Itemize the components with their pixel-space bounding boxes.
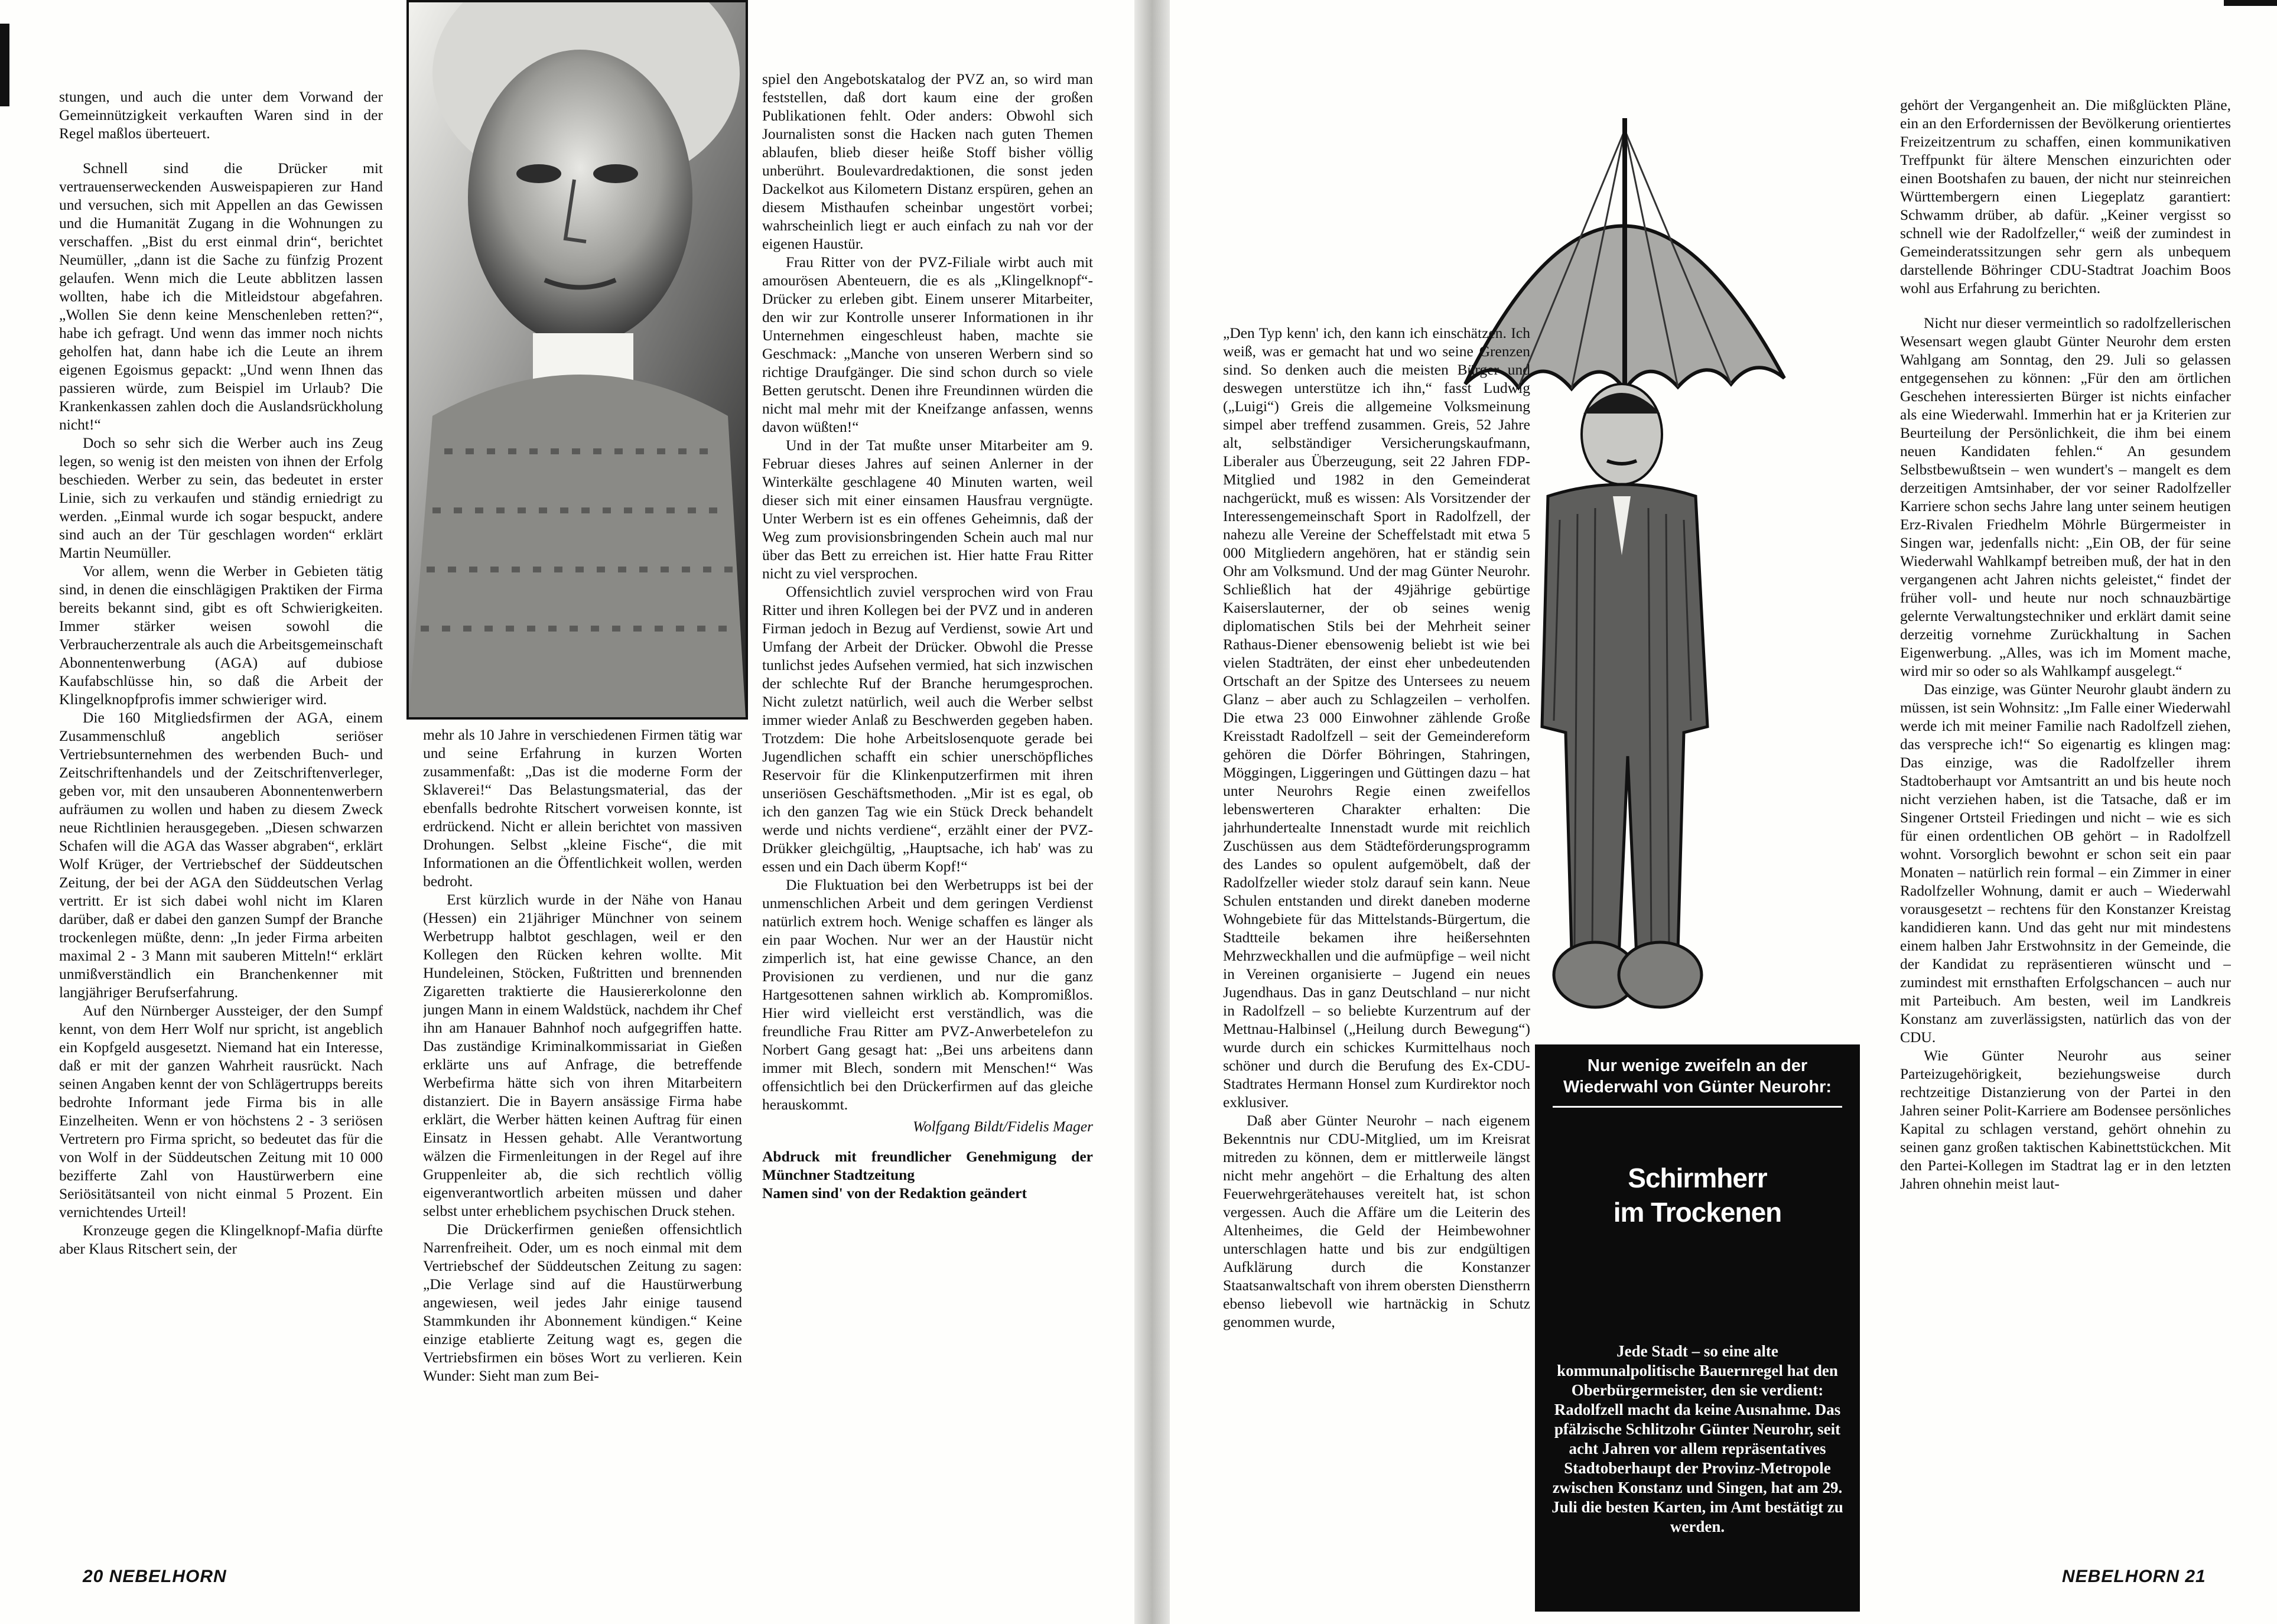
highlight-box bbox=[1535, 1044, 1860, 1612]
box-lead: Nur wenige zweifeln an der Wiederwahl von Günter Neurohr: bbox=[1563, 1056, 1832, 1096]
paragraph: Schnell sind die Drücker mit vertrauenserweckenden Ausweispapieren zur Hand und versuchen, sich mit Appellen an das Gewissen und die Humanität Zugang in die Wohnungen zu verschaffen. „Bist du erst einmal drin“, berichtet Neumüller, „dann ist die Sache zu fünfzig Prozent gelaufen. Wenn mich die Leute abblitzen lassen wollten, habe ich die Mitleidstour abgefahren. „Wollen Sie denn keine Menschenleben retten?“, habe ich gefragt. Und wenn das immer noch nichts geholfen hat, dann habe ich die Leute an ihrem eigenen Egoismus gepackt: „Und wenn Ihnen das passieren würde, zum Beispiel im Urlaub? Die Krankenkassen zahlen doch die Auslandsrückholung nicht!“ bbox=[59, 160, 383, 433]
headline-line: Schirmherr bbox=[1628, 1163, 1767, 1193]
paragraph: stungen, und auch die unter dem Vorwand der Gemeinnützigkeit verkauften Waren sind in der Regel maßlos überteuert. bbox=[59, 88, 383, 142]
paragraph: Erst kürzlich wurde in der Nähe von Hanau (Hessen) ein 21jähriger Münchner von seinem Werbetrupp halbtot geschlagen, weil er den Kollegen den Rücken kehren wollte. Mit Hundeleinen, Stöcken, Fußtritten und brennenden Zigaretten traktierte die Hausiererkolonne den jungen Mann in einem Waldstück, nachdem ihr Chef ihn am Hanauer Bahnhof noch aufgegriffen hatte. Das zuständige Kriminalkommissariat in Gießen erklärte uns auf Anfrage, die betreffende Werbefirma hätte sich von ihren Mitarbeitern distanziert. Die in Bayern ansässige Firma habe erklärt, die Werber hätten keinen Auftrag für einen Einsatz in Hessen gehabt. Alle Verantwortung wälzen die Firmenleitungen in der Regel auf ihre Gruppenleiter ab, die sich rechtlich völlig eigenverantwortlich arbeiten müssen und daher selbst unter erheblichem psychischen Druck stehen. bbox=[423, 891, 742, 1219]
edge-mark bbox=[0, 24, 9, 106]
paragraph: Doch so sehr sich die Werber auch ins Zeug legen, so wenig ist den meisten von ihnen der Erfolg beschieden. Werber zu sein, das bedeutet in erster Linie, sich zu verkaufen und ständig erniedrigt zu werden. „Einmal wurde ich sogar bespuckt, andere sind auch an der Tür geschlagen worden“ erklärt Martin Neumüller. bbox=[59, 434, 383, 561]
headline-line: im Trockenen bbox=[1613, 1197, 1782, 1228]
binding-gutter bbox=[1134, 0, 1170, 1624]
paragraph: Frau Ritter von der PVZ-Filiale wirbt auch mit amourösen Abenteuern, die es als „Klingelknopf“-Drücker zu erleben gibt. Einem unserer Mitarbeiter, den wir zur Kontrolle unserer Informationen in ihr Unternehmen eingeschleust haben, machte sie Geschmack: „Manche von unseren Werbern sind so richtige Draufgänger. Die sind schon durch so viele Betten gerutscht. Denen ihre Freundinnen würden die nicht mal mehr mit der Kneifzange anfassen, wenns davon wüßten!“ bbox=[762, 253, 1093, 435]
paragraph: gehört der Vergangenheit an. Die mißglückten Pläne, ein an den Erfordernissen der Bevölkerung orientiertes Freizeitzentrum zu schaffen, einen kommunikativen Treffpunkt für ältere Menschen einzurichten oder einen Bootshafen zu bauen, der nicht nur steinreichen Württembergern einen Liegeplatz garantiert: Schwamm drüber, ab dafür. „Keiner vergisst so schnell wie der Radolfzeller,“ weiß der zumindest in Gemeinderatssitzungen sehr gern als unbequem darstellende Böhringer CDU-Stadtrat Joachim Boos wohl aus Erfahrung zu berichten. bbox=[1900, 96, 2231, 297]
portrait-photo bbox=[406, 0, 748, 720]
box-headline bbox=[1535, 1161, 1860, 1229]
edge-mark bbox=[2224, 0, 2277, 6]
paragraph: Wie Günter Neurohr aus seiner Parteizugehörigkeit, beziehungsweise durch rechtzeitige Distanzierung von der Partei in den Jahren seiner Polit-Karriere am Bodensee persönliches Kapital zu schlagen verstand, gehört ohnehin zu seinen ganz großen taktischen Kabinettstückchen. Mit den Partei-Kollegen im Stadtrat lag er in den letzten Jahren ohnehin meist laut- bbox=[1900, 1047, 2231, 1192]
reprint-credit: Abdruck mit freundlicher Genehmigung der Münchner Stadtzeitung bbox=[762, 1148, 1093, 1183]
paragraph: Kronzeuge gegen die Klingelknopf-Mafia dürfte aber Klaus Ritschert sein, der bbox=[59, 1222, 383, 1257]
paragraph: Und in der Tat mußte unser Mitarbeiter am 9. Februar dieses Jahres auf seinen Anlerner in der Winterkälte geschlagene 40 Minuten warten, weil dieser sich mit einer einsamen Hausfrau vergnügte. Unter Werbern ist es ein offenes Geheimnis, daß der Weg zum provisionsbringenden Schein auch mal nur über das Bett zu erreichen ist. Hier hatte Frau Ritter nicht zu viel versprochen. bbox=[762, 437, 1093, 582]
paragraph: spiel den Angebotskatalog der PVZ an, so wird man feststellen, daß dort kaum eine der großen Publikationen fehlt. Oder anders: Obwohl sich Journalisten sonst die Hacken nach guten Themen ablaufen, blieb dieser heiße Stoff bisher völlig unberührt. Boulevardredaktionen, die sonst jeden Dackelkot aus Kilometern Distanz erspüren, gehen an diesem Misthaufen scheinbar ungestört vorbei; wahrscheinlich liegt er auch einfach zu nah vor der eigenen Haustür. bbox=[762, 70, 1093, 252]
paragraph: Nicht nur dieser vermeintlich so radolfzellerischen Wesensart wegen glaubt Günter Neurohr dem ersten Wahlgang am Sonntag, den 29. Juli so gelassen entgegensehen zu können: „Für den am örtlichen Geschehen interessierten Bürger ist nichts einfacher als eine Wiederwahl. Immerhin hat er ja Kriterien zur Beurteilung der Persönlichkeit, die ihm bei einem neuen Kandidaten fehlen.“ An gesundem Selbstbewußtsein – wen wundert's – mangelt es dem derzeitigen Amtsinhaber, der vor seiner Radolfzeller Karriere schon sechs Jahre lang unter seinem heutigen Erz-Rivalen Friedhelm Möhrle Bürgermeister in Singen war, jedenfalls nicht: „Ein OB, der für seine Wiederwahl Wahlkampf betreiben muß, der hat in den vergangenen acht Jahren nichts geleistet,“ findet der früher voll- und heute nur noch schnauzbärtige gelernte Verwaltungstechniker und erklärt damit seine derzeitig vornehme Zurückhaltung in Sachen Eigenwerbung. „Alles, was ich im Moment mache, wird mir so oder so als Wahlkampf ausgelegt.“ bbox=[1900, 314, 2231, 679]
paragraph: mehr als 10 Jahre in verschiedenen Firmen tätig war und seine Erfahrung in kurzen Worten zusammenfaßt: „Das ist die moderne Form der Sklaverei!“ Das Belastungsmaterial, das der ebenfalls bedrohte Ritschert vorweisen konnte, ist erdrückend. Nicht er allein berichtet von massiven Drohungen. Selbst „kleine Fische“, die mit Informationen an die Öffentlichkeit wollen, werden bedroht. bbox=[423, 726, 742, 890]
paragraph: Die Drückerfirmen genießen offensichtlich Narrenfreiheit. Oder, um es noch einmal mit dem Vertriebschef der Süddeutschen Zeitung zu sagen: „Die Verlage sind auf die Haustürwerbung angewiesen, weil jedes Jahr einige tausend Stammkunden ihr Abonnement kündigen.“ Keine einzige etablierte Zeitung wagt es, gegen die Vertriebsfirmen ein böses Wort zu verlieren. Kein Wunder: Sieht man zum Bei- bbox=[423, 1221, 742, 1384]
box-divider bbox=[1553, 1106, 1842, 1108]
paragraph: Vor allem, wenn die Werber in Gebieten tätig sind, in denen die einschlägigen Praktiken der Firma bereits bekannt sind, gibt es oft Schwierigkeiten. Immer stärker weisen sowohl die Verbraucherzentrale als auch die Arbeitsgemeinschaft Abonnentenwerbung (AGA) auf dubiose Kaufabschlüsse hin, so daß die Arbeit der Klingelknopfprofis immer schwieriger wird. bbox=[59, 562, 383, 708]
left-page bbox=[0, 0, 1134, 1624]
paragraph: Die Fluktuation bei den Werbetrupps ist bei der unmenschlichen Arbeit und dem geringen Verdienst natürlich extrem hoch. Wenige schaffen es länger als ein paar Wochen. Nur wer an der Haustür nicht zimperlich ist, hat eine gewisse Chance, an den Provisionen zu verdienen, und nur die ganz Hartgesottenen sahnen wirklich ab. Kompromißlos. Hier wird vielleicht erst verständlich, was die freundliche Frau Ritter am PVZ-Anwerbetelefon zu Norbert Gang gesagt hat: „Bei uns arbeitens dann immer mit Blech, sondern mit Menschen!“ Was offensichtlich bei den Drückerfirmen auf das gleiche herauskommt. bbox=[762, 876, 1093, 1113]
paragraph: „Den Typ kenn' ich, den kann ich einschätzen. Ich weiß, was er gemacht hat und wo seine Grenzen sind. So denken auch die meisten Bürger und deswegen unterstütze ich ihn,“ fasst Ludwig („Luigi“) Greis die allgemeine Volksmeinung simpel aber treffend zusammen. Greis, 52 Jahre alt, selbständiger Versicherungskaufmann, Liberaler aus Überzeugung, seit 22 Jahren FDP-Mitglied und 1982 in den Gemeinderat nachgerückt, muß es wissen: Als Vorsitzender der Interessengemeinschaft Sport in Radolfzell, der nahezu alle Vereine der Scheffelstadt mit etwa 5 000 Mitgliedern angehören, hat er ständig sein Ohr am Volksmund. Und der mag Günter Neurohr. Schließlich hat der 49jährige gebürtige Kaiserslauterner, der ob seines wenig diplomatischen Stils bei der Mehrheit seiner Rathaus-Diener ebensowenig beliebt ist wie bei vielen Stadträten, der einst eher unbedeutenden Ortschaft an der Spitze des Untersees zu neuem Glanz – aber auch zu Schlagzeilen – verholfen. Die etwa 23 000 Einwohner zählende Große Kreisstadt Radolfzell – seit der Gemeindereform gehören die Dörfer Böhringen, Stahringen, Möggingen, Liggeringen und Güttingen dazu – hat unter Neurohrs Regie einen zweifellos lebenswerteren Charakter erhalten: Die jahrhundertealte Innenstadt wurde mit reichlich Zuschüssen aus dem Städteförderungsprogramm des Landes so opulent aufgemöbelt, daß der Radolfzeller wieder stolz darauf sein kann. Neue Schulen entstanden und direkt daneben moderne Wohngebiete für das Mittelstands-Bürgertum, die Stadtteile bekamen ihre heißersehnten Mehrzweckhallen und die aufmüpfige – weil nicht in Vereinen organisierte – Jugend ein neues Jugendhaus. Das in ganz Deutschland – nur nicht in Radolfzell – so beliebte Kurzentrum auf der Mettnau-Halbinsel („Heilung durch Bewegung“) wurde durch ein schickes Kurmittelhaus noch schöner und durch die Berufung des Ex-CDU-Stadtrates Hermann Honsel zum Kurdirektor noch exklusiver. bbox=[1223, 324, 1530, 1111]
right-column-1 bbox=[1223, 324, 1530, 1558]
left-column-3 bbox=[762, 70, 1093, 1558]
page-number-left: 20 NEBELHORN bbox=[83, 1567, 227, 1586]
paragraph: Daß aber Günter Neurohr – nach eigenem Bekenntnis nur CDU-Mitglied, um im Kreisrat mitreden zu können, dem er mittlerweile längst nicht mehr angehört – die Erhaltung des alten Feuerwehrgerätehauses vereitelt hat, ist schon vergessen. Auch die Affäre um die Leiterin des Altenheimes, die Geld der Heimbewohner unterschlagen hatte und bis zur endgültigen Aufklärung durch die Konstanzer Staatsanwaltschaft von ihrem obersten Dienstherrn ebenso liebevoll wie hartnäckig in Schutz genommen wurde, bbox=[1223, 1112, 1530, 1330]
paragraph: Das einzige, was Günter Neurohr glaubt ändern zu müssen, ist sein Wohnsitz: „Im Falle einer Wiederwahl werde ich mit meiner Familie nach Radolfzell ziehen, das verspreche ich!“ So eigenartig es klingen mag: Das einzige, was die Radolfzeller ihrem Stadtoberhaupt vor Amtsantritt an und bis heute noch nicht verziehen haben, ist die Tatsache, daß er im Singener Ortsteil Friedingen und nicht – wie es sich für einen ordentlichen OB gehört – in Radolfzell wohnt. Vorsorglich bewohnt er schon seit ein paar Monaten – natürlich rein formal – ein Zimmer in einer Radolfzeller Wohnung, damit er auch – Wiederwahl vorausgesetzt – rechtens für den Konstanzer Kreistag kandidieren kann. Und das geht nur mit mindestens einem halben Jahr Erstwohnsitz in der Gemeinde, die der Kandidat zu repräsentieren wünscht und – zumindest mit ernsthaften Erfolgschancen – auch nur mit Parteibuch. Am besten, weil im Landkreis Konstanz am zuverlässigsten, natürlich das von der CDU. bbox=[1900, 681, 2231, 1046]
page-number-right: NEBELHORN 21 bbox=[2062, 1567, 2206, 1586]
names-changed-note: Namen sind' von der Redaktion geändert bbox=[762, 1184, 1027, 1202]
author-signature: Wolfgang Bildt/Fidelis Mager bbox=[912, 1118, 1093, 1135]
box-body: Jede Stadt – so eine alte kommunalpolitische Bauernregel hat den Oberbürgermeister, den sie verdient: Radolfzell macht da keine Ausnahme. Das pfälzische Schlitzohr Günter Neurohr, seit acht Jahren vor allem repräsentatives Stadtoberhaupt der Provinz-Metropole zwischen Konstanz und Singen, hat am 29. Juli die besten Karten, im Amt bestätigt zu werden. bbox=[1551, 1342, 1843, 1535]
paragraph: Offensichtlich zuviel versprochen wird von Frau Ritter und ihren Kollegen bei der PVZ und in anderen Firman jedoch in Bezug auf Verdienst, sowie Art und Umfang der Arbeit der Drücker. Obwohl die Presse tunlichst jedes Aufsehen vermied, hat sich inzwischen der schlechte Ruf der Branche herumgesprochen. Nicht zuletzt natürlich, weil auch die Werber selbst immer wieder Anlaß zu Beschwerden gegeben haben. Trotzdem: Die hohe Arbeitslosenquote gerade bei Jugendlichen schafft ein schier unerschöpfliches Reservoir für die Klinkenputzerfirmen mit ihren unseriösen Geschäftsmethoden. „Mir ist es egal, ob ich den ganzen Tag wie ein Stück Dreck behandelt werde und nichts verdiene“, erzählt einer der PVZ-Drükker gleichgültig, „Hauptsache, ich hab' was zu essen und ein Dach überm Kopf!“ bbox=[762, 583, 1093, 875]
right-column-2 bbox=[1900, 96, 2231, 1561]
elderly-woman-photo bbox=[409, 2, 746, 717]
left-column-2 bbox=[423, 725, 742, 1558]
paragraph: Die 160 Mitgliedsfirmen der AGA, einem Zusammenschluß angeblich seriöser Vertriebsunternehmen des werbenden Buch- und Zeitschriftenhandels und der Zeitschriftenverleger, geben vor, mit den unsauberen Abonnentenwerbern aufräumen zu wollen und haben zu diesem Zweck neue Richtlinien herausgegeben. „Diesen schwarzen Schafen will die AGA das Wasser abgraben“, erklärt Wolf Krüger, der Vertriebschef der Süddeutschen Zeitung, der bei der AGA den Süddeutschen Verlag vertritt. Er ist sich dabei wohl nicht im Klaren darüber, daß er dabei den ganzen Sumpf der Branche trockenlegen müßte, denn: „In jeder Firma arbeiten maximal 2 - 3 Mann mit sauberen Mitteln!“ erklärt unmißverständlich ein Branchenkenner mit langjähriger Berufserfahrung. bbox=[59, 709, 383, 1001]
left-column-1 bbox=[59, 87, 383, 1558]
paragraph: Auf den Nürnberger Aussteiger, der den Sumpf kennt, von dem Herr Wolf nur spricht, ist angeblich ein Kopfgeld ausgesetzt. Niemand hat ein Interesse, daß er mit der ganzen Wahrheit rausrückt. Nach seinen Angaben kennt der von Schlägertrupps bereits bedrohte Informant jede Firma bis in alle Einzelheiten. Wenn er von höchstens 2 - 3 seriösen Vertretern pro Firma spricht, so bedeutet das für die von Wolf in der Süddeutschen Zeitung mit 10 000 bezifferte Zahl von Haustürwerbern eine Seriösitätsanteil von nicht einmal 5 Prozent. Ein vernichtendes Urteil! bbox=[59, 1002, 383, 1221]
